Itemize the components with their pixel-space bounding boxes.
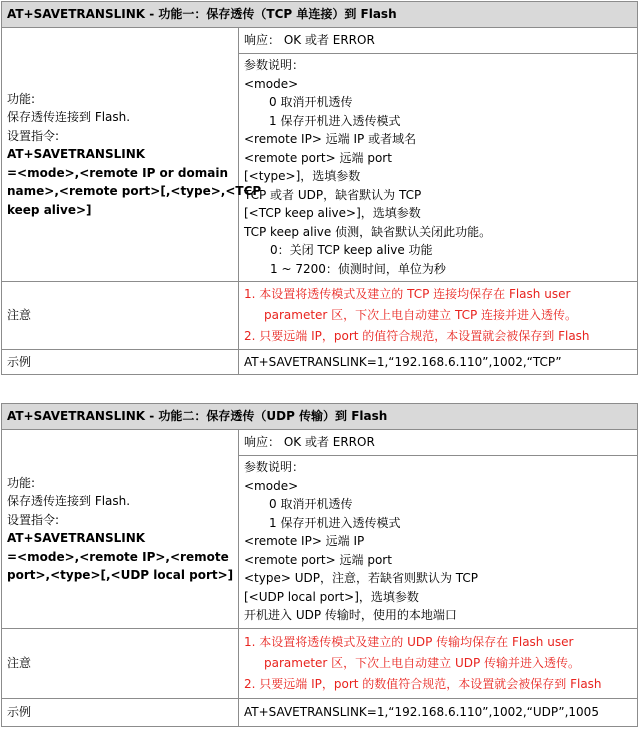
note-item-1: 1. 本设置将透传模式及建立的 TCP 连接均保存在 Flash user [244,287,571,301]
function-label: 功能: [7,91,36,106]
note-item-2: 2. 只要远端 IP，port 的数值符合规范，本设置就会被保存到 Flash [244,677,602,691]
param-line: 1 保存开机进入透传模式 [269,515,401,530]
param-line: 参数说明： [244,58,305,72]
table-title: AT+SAVETRANSLINK - 功能一：保存透传（TCP 单连接）到 Flash [2,2,638,28]
response-cell: 响应： OK 或者 ERROR [239,28,638,54]
function-label: 功能: [7,475,36,490]
set-command-label: 设置指令: [7,512,60,527]
param-line: 0：关闭 TCP keep alive 功能 [270,243,433,257]
note-item-1-cont: parameter 区，下次上电自动建立 UDP 传输并进入透传。 [264,656,581,670]
params-cell [239,54,638,282]
param-line: 1 保存开机进入透传模式 [269,113,401,128]
example-cell: AT+SAVETRANSLINK=1,“192.168.6.110”,1002,“TCP” [239,350,638,375]
param-line: <remote port> 远端 port [244,552,392,567]
table-title: AT+SAVETRANSLINK - 功能二：保存透传（UDP 传输）到 Flash [2,404,638,430]
note-label: 注意 [2,282,239,350]
example-cell: AT+SAVETRANSLINK=1,“192.168.6.110”,1002,“UDP”,1005 [239,699,638,727]
command-syntax-line: name>,<remote port>[,<type>,<TCP [7,184,262,199]
function-text: 保存透传连接到 Flash. [7,110,131,125]
response-cell: 响应： OK 或者 ERROR [239,430,638,456]
note-label: 注意 [2,629,239,699]
command-syntax-line: keep alive>] [7,202,92,217]
example-label: 示例 [2,699,239,727]
param-line: 开机进入 UDP 传输时，使用的本地端口 [244,608,457,622]
param-line: 1 ~ 7200：侦测时间，单位为秒 [270,261,446,276]
param-line: <type> UDP，注意，若缺省则默认为 TCP [244,571,479,585]
param-line: 0 取消开机透传 [269,497,353,511]
param-line: [<TCP keep alive>]，选填参数 [244,206,421,220]
note-item-1-cont: parameter 区，下次上电自动建立 TCP 连接并进入透传。 [264,308,578,322]
command-table-tcp [1,1,638,375]
param-line: 参数说明： [244,460,305,474]
note-item-1: 1. 本设置将透传模式及建立的 UDP 传输均保存在 Flash user [244,635,574,649]
param-line: <mode> [244,478,299,493]
note-cell [239,629,638,699]
function-description-cell [2,28,262,282]
table-header-row [2,404,638,430]
command-syntax-line: =<mode>,<remote IP or domain [7,165,228,180]
command-syntax-line: AT+SAVETRANSLINK [7,531,146,545]
command-syntax-line: =<mode>,<remote IP>,<remote [7,549,229,564]
note-cell [239,282,638,350]
example-label: 示例 [2,350,239,375]
param-line: TCP keep alive 侦测，缺省默认关闭此功能。 [244,224,492,239]
param-line: [<UDP local port>]，选填参数 [244,589,419,604]
command-syntax-line: AT+SAVETRANSLINK [7,147,146,162]
param-line: <mode> [244,76,299,91]
param-line: [<type>]，选填参数 [244,169,361,183]
note-item-2: 2. 只要远端 IP，port 的值符合规范，本设置就会被保存到 Flash [244,329,590,343]
table-header-row [2,2,638,28]
command-table-udp [1,403,638,727]
param-line: 0 取消开机透传 [269,95,353,109]
param-line: <remote IP> 远端 IP [244,534,365,548]
param-line: <remote port> 远端 port [244,150,392,165]
param-line: TCP 或者 UDP，缺省默认为 TCP [244,187,422,202]
param-line: <remote IP> 远端 IP 或者域名 [244,132,417,146]
set-command-label: 设置指令: [7,128,60,143]
function-description-cell [2,430,239,629]
params-cell [239,456,638,629]
function-text: 保存透传连接到 Flash. [7,494,131,508]
command-syntax-line: port>,<type>[,<UDP local port>] [7,568,234,582]
